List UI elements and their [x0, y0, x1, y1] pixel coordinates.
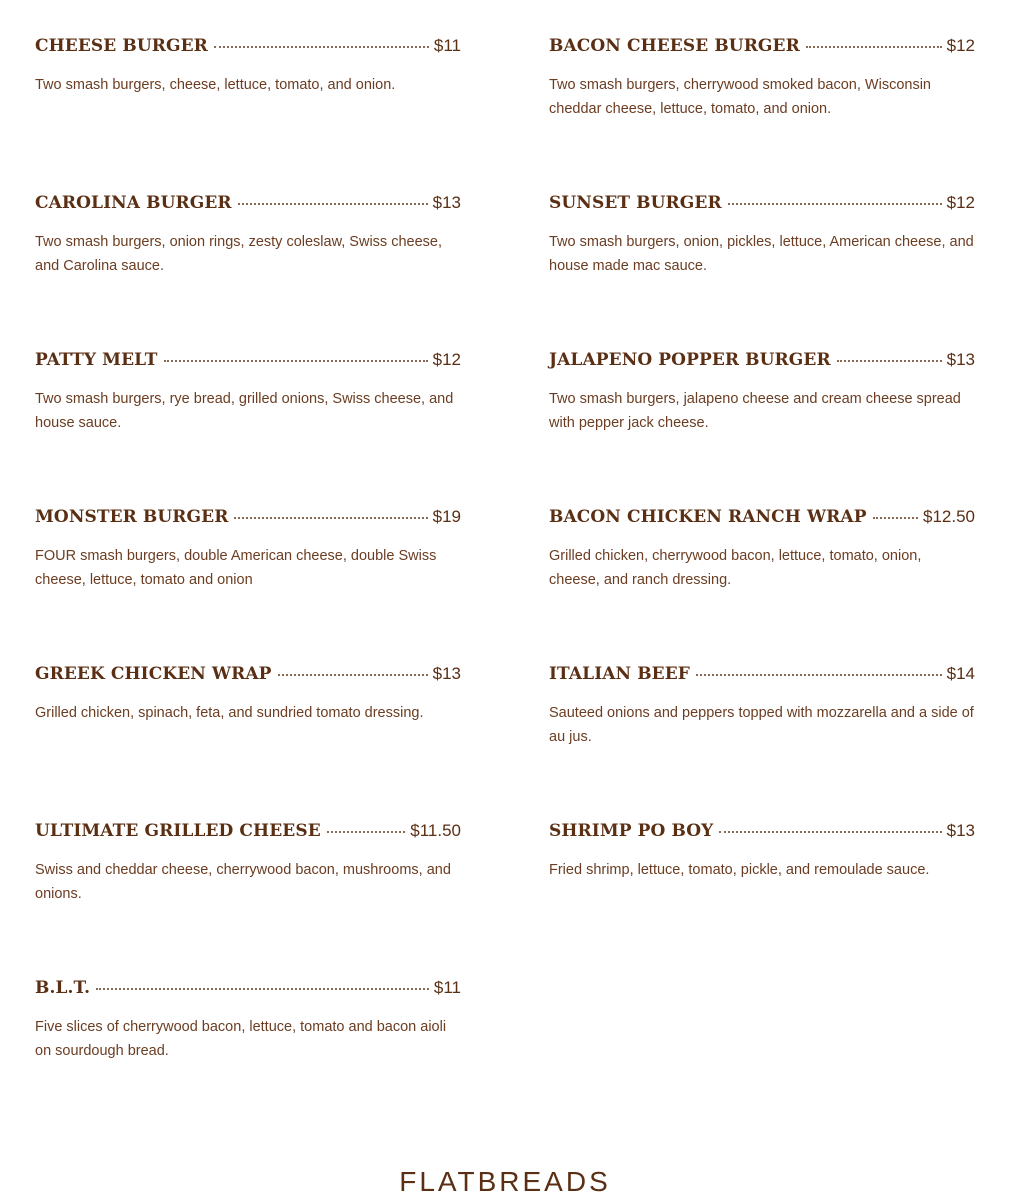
menu-item-name: SHRIMP PO BOY	[549, 821, 714, 841]
menu-item-price: $12	[946, 36, 975, 55]
menu-item-price: $11.50	[410, 821, 461, 840]
menu-item-header	[35, 36, 461, 62]
menu-item-header	[549, 350, 975, 376]
menu-item-name: ULTIMATE GRILLED CHEESE	[35, 821, 321, 841]
menu-item-price: $13	[432, 193, 461, 212]
menu-item-name: JALAPENO POPPER BURGER	[549, 350, 831, 370]
menu-item-description: Two smash burgers, cheese, lettuce, tomato, and onion.	[35, 77, 396, 93]
menu-item-bacon-cheese-burger	[549, 36, 975, 193]
menu-item-header	[549, 507, 975, 533]
menu-grid	[35, 36, 975, 1135]
menu-item-header	[35, 664, 461, 690]
menu-item-description: Swiss and cheddar cheese, cherrywood bacon, mushrooms, and onions.	[35, 862, 451, 902]
menu-item-jalapeno-popper-burger	[549, 350, 975, 507]
section-title-flatbreads: FLATBREADS	[399, 1166, 611, 1197]
dot-leader	[719, 830, 941, 833]
menu-item-description: Two smash burgers, cherrywood smoked bacon, Wisconsin cheddar cheese, lettuce, tomato, and onion.	[549, 77, 931, 117]
menu-item-monster-burger	[35, 507, 461, 664]
menu-item-patty-melt	[35, 350, 461, 507]
menu-item-price: $11	[433, 978, 461, 997]
dot-leader	[238, 202, 428, 205]
menu-item-name: CHEESE BURGER	[35, 36, 208, 56]
dot-leader	[234, 516, 427, 519]
menu-item-carolina-burger	[35, 193, 461, 350]
dot-leader	[327, 830, 406, 833]
menu-item-shrimp-po-boy	[549, 821, 975, 978]
menu-item-name: GREEK CHICKEN WRAP	[35, 664, 272, 684]
menu-item-header	[549, 664, 975, 690]
menu-item-name: MONSTER BURGER	[35, 507, 229, 527]
menu-item-description: Two smash burgers, rye bread, grilled onions, Swiss cheese, and house sauce.	[35, 391, 454, 431]
menu-item-name: B.L.T.	[35, 978, 91, 998]
menu-item-name: CAROLINA BURGER	[35, 193, 232, 213]
menu-item-header	[35, 507, 461, 533]
menu-item-header	[549, 821, 975, 847]
menu-item-price: $19	[432, 507, 461, 526]
menu-item-bacon-chicken-ranch-wrap	[549, 507, 975, 664]
menu-item-price: $12.50	[923, 507, 975, 526]
menu-item-price: $13	[946, 350, 975, 369]
menu-item-price: $12	[946, 193, 975, 212]
menu-item-price: $13	[432, 664, 461, 683]
menu-item-header	[549, 36, 975, 62]
menu-item-header	[35, 821, 461, 847]
menu-item-description: FOUR smash burgers, double American cheese, double Swiss cheese, lettuce, tomato and onion	[35, 548, 437, 588]
menu-item-description: Fried shrimp, lettuce, tomato, pickle, and remoulade sauce.	[549, 862, 930, 878]
menu-item-description: Five slices of cherrywood bacon, lettuce, tomato and bacon aioli on sourdough bread.	[35, 1019, 447, 1059]
menu-item-header	[549, 193, 975, 219]
dot-leader	[214, 45, 429, 48]
dot-leader	[164, 359, 428, 362]
menu-item-price: $12	[432, 350, 461, 369]
menu-item-price: $11	[433, 36, 461, 55]
menu-item-cheese-burger	[35, 36, 461, 193]
menu-item-description: Grilled chicken, spinach, feta, and sundried tomato dressing.	[35, 705, 424, 721]
dot-leader	[837, 359, 942, 362]
menu-item-description: Two smash burgers, onion, pickles, lettuce, American cheese, and house made mac sauce.	[549, 234, 974, 274]
menu-item-header	[35, 978, 461, 1004]
menu-item-header	[35, 350, 461, 376]
menu-item-header	[35, 193, 461, 219]
menu-item-blt	[35, 978, 461, 1135]
menu-item-description: Sauteed onions and peppers topped with mozzarella and a side of au jus.	[549, 705, 974, 745]
menu-item-price: $13	[946, 821, 975, 840]
menu-item-ultimate-grilled-cheese	[35, 821, 461, 978]
menu-item-name: ITALIAN BEEF	[549, 664, 690, 684]
menu-item-name: PATTY MELT	[35, 350, 158, 370]
menu-item-price: $14	[946, 664, 975, 683]
dot-leader	[728, 202, 942, 205]
menu-item-greek-chicken-wrap	[35, 664, 461, 821]
menu-item-sunset-burger	[549, 193, 975, 350]
dot-leader	[873, 516, 918, 519]
dot-leader	[806, 45, 942, 48]
dot-leader	[278, 673, 428, 676]
dot-leader	[696, 673, 942, 676]
menu-item-name: BACON CHEESE BURGER	[549, 36, 800, 56]
dot-leader	[96, 987, 429, 990]
menu-item-italian-beef	[549, 664, 975, 821]
menu-item-name: BACON CHICKEN RANCH WRAP	[549, 507, 867, 527]
menu-item-description: Two smash burgers, jalapeno cheese and cream cheese spread with pepper jack cheese.	[549, 391, 961, 431]
menu-item-description: Two smash burgers, onion rings, zesty coleslaw, Swiss cheese, and Carolina sauce.	[35, 234, 442, 274]
menu-item-description: Grilled chicken, cherrywood bacon, lettuce, tomato, onion, cheese, and ranch dressing.	[549, 548, 922, 588]
menu-item-name: SUNSET BURGER	[549, 193, 722, 213]
